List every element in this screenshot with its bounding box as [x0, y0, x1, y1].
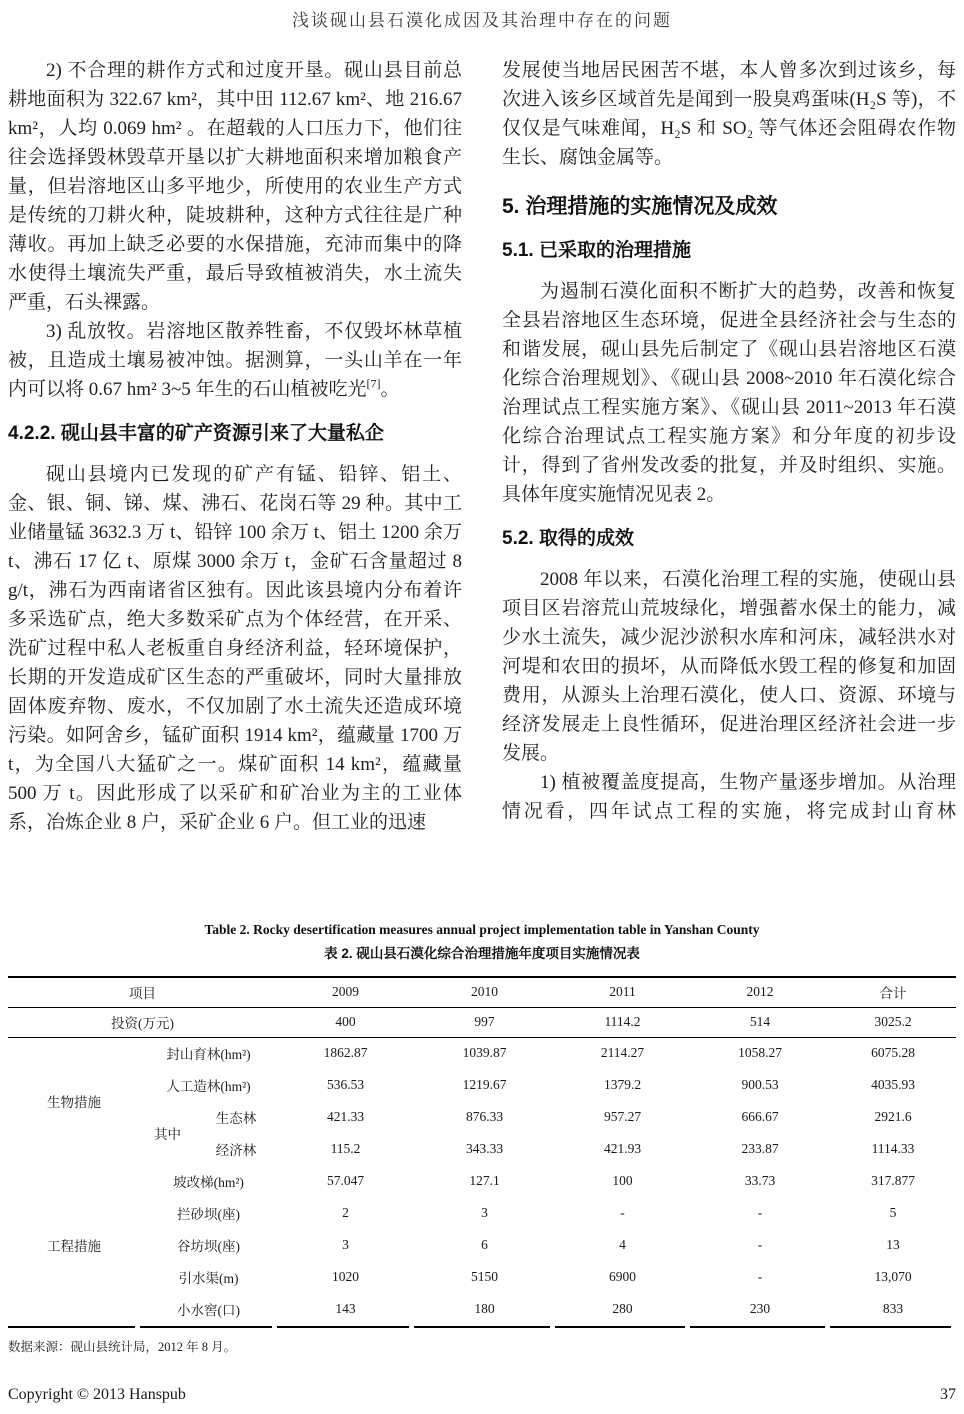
table-cell: 1862.87 — [323, 1045, 368, 1061]
table-cell: 514 — [690, 1007, 830, 1037]
table-cell: 115.2 — [330, 1141, 361, 1156]
sub-group-label: 其中 — [154, 1127, 181, 1142]
table-cell: 57.047 — [326, 1173, 365, 1188]
table-cell: 233.87 — [741, 1141, 779, 1156]
paragraph-overcultivation: 2) 不合理的耕作方式和过度开垦。砚山县目前总耕地面积为 322.67 km²，其中田 112.67 km²、地 216.67 km²，人均 0.069 hm² 。在超载的人口压力下，他们往往会选择毁林毁草开垦以扩大耕地面积来增加粮食产量，但岩溶地区山多平地少，所使用的农业生产方式是传统的刀耕火种，陡坡耕种，这种方式往往是广种薄收。再加上缺乏必要的水保措施，充沛而集中的降水使得土壤流失严重，最后导致植被消失，水土流失严重，石头裸露。 — [8, 60, 462, 313]
citation-ref-7: [7] — [366, 376, 381, 391]
table-cell: 3 — [481, 1205, 488, 1220]
row-label: 人工造林(hm²) — [166, 1079, 251, 1094]
table-header-row — [8, 977, 956, 1007]
table-source-note: 数据来源：砚山县统计局，2012 年 8 月。 — [8, 1340, 237, 1354]
paragraph-measures-taken: 为遏制石漠化面积不断扩大的趋势，改善和恢复全县岩溶地区生态环境，促进全县经济社会与生态的和谐发展，砚山县先后制定了《砚山县岩溶地区石漠化综合治理规划》、《砚山县 2008~2010 年石漠化综合治理试点工程实施方案》、《砚山县 2011~2013 年石漠化综合治理试点工程实施方案》和分年度的初步设计，得到了省州发改委的批复，并及时组织、实施。具体年度实施情况见表 2。 — [502, 281, 956, 505]
table-cell: 2114.27 — [600, 1045, 645, 1061]
row-label: 拦砂坝(座) — [177, 1207, 240, 1222]
table-cell: 6075.28 — [871, 1045, 915, 1061]
table-cell: - — [620, 1205, 625, 1220]
table-cell: 1379.2 — [603, 1077, 642, 1092]
table-cell: 5 — [889, 1205, 897, 1220]
table-cell: 876.33 — [465, 1109, 504, 1124]
table-cell: 1114.2 — [555, 1007, 690, 1037]
table-cell: 13,070 — [874, 1269, 912, 1284]
row-label: 投资(万元) — [8, 1007, 277, 1037]
column-header-2010: 2010 — [414, 977, 555, 1007]
table-row-terracing — [8, 1165, 956, 1197]
table-cell: 100 — [612, 1173, 633, 1188]
table-row-water-cellar — [8, 1293, 956, 1325]
row-label: 谷坊坝(座) — [177, 1239, 240, 1254]
column-header-2012: 2012 — [690, 977, 830, 1007]
table-cell: 1219.67 — [462, 1077, 507, 1092]
table-cell: 1114.33 — [871, 1141, 915, 1156]
table-cell: 6 — [481, 1237, 488, 1252]
paragraph-pollution-continuation: 发展使当地居民困苦不堪，本人曾多次到过该乡，每次进入该乡区域首先是闻到一股臭鸡蛋味(H₂S 等)，不仅仅是气味难闻，H₂S 和 SO₂ 等气体还会阻碍农作物生长、腐蚀金属等。 — [502, 60, 956, 168]
table-cell: 230 — [749, 1301, 771, 1316]
group-label-engineering: 工程措施 — [47, 1239, 101, 1254]
page-number: 37 — [940, 1386, 956, 1403]
table-cell: 5150 — [471, 1269, 498, 1284]
table-row-ecological-forest — [8, 1101, 956, 1133]
table-cell: 2 — [342, 1205, 349, 1220]
article-body — [8, 56, 956, 918]
table-cell: 33.73 — [744, 1173, 776, 1188]
table-cell: 180 — [474, 1301, 495, 1316]
table-cell: 6900 — [609, 1269, 636, 1284]
paragraph-overgrazing — [8, 317, 462, 404]
table-row-check-dam — [8, 1229, 956, 1261]
table-cell: 536.53 — [326, 1077, 365, 1092]
column-header-item: 项目 — [8, 977, 277, 1007]
section-heading-4-2-2: 4.2.2. 砚山县丰富的矿产资源引来了大量私企 — [8, 423, 384, 444]
column-header-total: 合计 — [830, 977, 956, 1007]
table-row-sand-dam — [8, 1197, 956, 1229]
row-label: 小水窖(口) — [177, 1303, 240, 1318]
table-bottom-rule — [8, 1326, 956, 1328]
table-cell: 280 — [612, 1301, 633, 1316]
table-row-investment — [8, 1007, 956, 1037]
page-footer — [8, 1386, 956, 1404]
table-cell: 957.27 — [603, 1109, 642, 1124]
paragraph-text: 。 — [380, 379, 400, 400]
paragraph-results: 2008 年以来，石漠化治理工程的实施，使砚山县项目区岩溶荒山荒坡绿化，增强蓄水保土的能力，减少水土流失，减少泥沙淤积水库和河床，减轻洪水对河堤和农田的损坏，从而降低水毁工程的修复和加固费用，从源头上治理石漠化，使人口、资源、环境与经济发展走上良性循环，促进治理区经济社会进一步发展。 — [502, 569, 956, 764]
row-label: 引水渠(m) — [178, 1271, 239, 1286]
table-cell: 421.93 — [603, 1141, 642, 1156]
column-header-2011: 2011 — [555, 977, 690, 1007]
table-cell: 143 — [335, 1301, 356, 1316]
paragraph-mineral-resources: 砚山县境内已发现的矿产有锰、铅锌、铝土、金、银、铜、锑、煤、沸石、花岗石等 29 种。其中工业储量锰 3632.3 万 t、铅锌 100 余万 t、铝土 1200 余万 t、沸石 17 亿 t、原煤 3000 余万 t，金矿石含量超过 8 g/t，沸石为西南诸省区独有。因此该县境内分布着许多采选矿点，绝大多数采矿点为个体经营，在开采、洗矿过程中私人老板重自身经济利益，轻环境保护，长期的开发造成矿区生态的严重破坏，同时大量排放固体废弃物、废水，不仅加剧了水土流失还造成环境污染。如阿舍乡，锰矿面积 1914 km²，蕴藏量 1700 万 t，为全国八大猛矿之一。煤矿面积 14 km²，蕴藏量 500 万 t。因此形成了以采矿和矿冶业为主的工业体系，冶炼企业 8 户，采矿企业 6 户。但工业的迅速 — [8, 464, 462, 833]
table-cell: 2921.6 — [874, 1109, 912, 1124]
table-row-afforestation — [8, 1069, 956, 1101]
table-row-diversion-channel — [8, 1261, 956, 1293]
table-cell: - — [757, 1237, 763, 1252]
table-cell: 900.53 — [741, 1077, 779, 1092]
table-cell: - — [757, 1269, 763, 1284]
table-caption-chinese: 表 2. 砚山县石漠化综合治理措施年度项目实施情况表 — [324, 946, 640, 961]
table-cell: 1020 — [332, 1269, 359, 1284]
table-caption-english: Table 2. Rocky desertification measures annual project implementation table in Yanshan County — [204, 922, 760, 937]
table-cell: 421.33 — [326, 1109, 365, 1124]
left-column — [8, 56, 462, 918]
column-header-2009: 2009 — [277, 977, 414, 1007]
table-cell: 1039.87 — [462, 1045, 507, 1061]
section-heading-5-2: 5.2. 取得的成效 — [502, 528, 634, 549]
row-label: 经济林 — [215, 1143, 257, 1158]
table-cell: 833 — [882, 1301, 904, 1316]
copyright-text: Copyright © 2013 Hanspub — [8, 1386, 186, 1403]
table-cell: 3 — [342, 1237, 349, 1252]
table-cell: 317.877 — [871, 1173, 915, 1188]
table-cell: 4035.93 — [871, 1077, 915, 1092]
section-heading-5-1: 5.1. 已采取的治理措施 — [502, 240, 691, 261]
row-label: 封山育林(hm²) — [166, 1047, 251, 1063]
table-cell: 343.33 — [465, 1141, 504, 1156]
table-cell: 666.67 — [741, 1109, 779, 1124]
table-cell: 1058.27 — [738, 1045, 782, 1061]
table-cell: 3025.2 — [830, 1007, 956, 1037]
row-label: 生态林 — [215, 1111, 257, 1126]
table-cell: 997 — [414, 1007, 555, 1037]
group-label-biological: 生物措施 — [47, 1095, 101, 1111]
table-row-forest-closure — [8, 1037, 956, 1069]
table-cell: 13 — [886, 1237, 900, 1252]
section-heading-5: 5. 治理措施的实施情况及成效 — [502, 195, 778, 218]
paragraph-vegetation-coverage: 1) 植被覆盖度提高，生物产量逐步增加。从治理情况看，四年试点工程的实施，将完成封山育林 — [502, 772, 956, 822]
table-cell: 4 — [619, 1237, 626, 1252]
table-cell: - — [757, 1205, 763, 1220]
table-cell: 127.1 — [469, 1173, 500, 1188]
paragraph-text: 3) 乱放牧。岩溶地区散养牲畜，不仅毁坏林草植被，且造成土壤易被冲蚀。据测算，一头山羊在一年内可以将 0.67 hm² 3~5 年生的石山植被吃光 — [8, 321, 462, 400]
running-head-title: 浅谈砚山县石漠化成因及其治理中存在的问题 — [292, 11, 672, 30]
table-2 — [8, 976, 956, 1325]
table-2-section — [8, 922, 956, 1355]
right-column — [502, 56, 956, 918]
table-cell: 400 — [277, 1007, 414, 1037]
row-label: 坡改梯(hm²) — [173, 1175, 244, 1190]
